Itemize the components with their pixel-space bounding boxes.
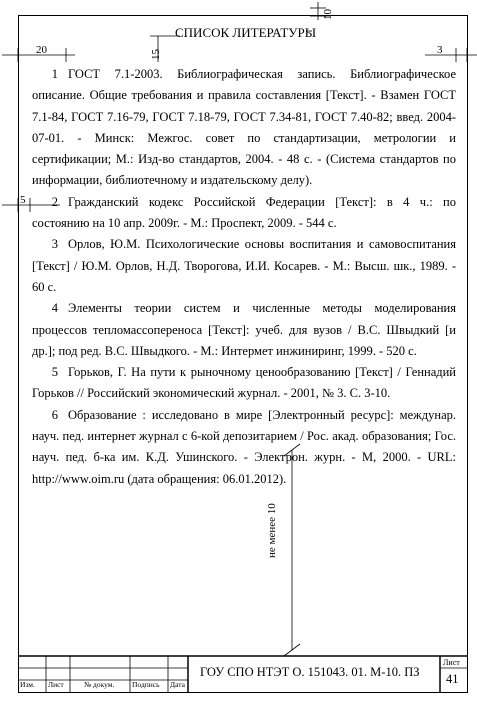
reference-item <box>32 362 456 405</box>
dim-indent: 5 <box>20 194 26 206</box>
sheet-label: Лист <box>443 658 460 667</box>
reference-item <box>32 234 456 298</box>
page-title: СПИСОК ЛИТЕРАТУРЫ <box>175 25 317 40</box>
reference-item <box>32 405 456 490</box>
dim-top-gap: 10 <box>322 9 334 20</box>
reference-list <box>32 64 456 490</box>
stamp-label-sheet: Лист <box>48 680 64 689</box>
reference-item <box>32 192 456 235</box>
dim-right-margin: 3 <box>437 44 443 56</box>
stamp-label-date: Дата <box>170 680 185 689</box>
reference-text: Образование : исследовано в мире [Электронный ресурс]: междунар. науч. пед. интернет журнал с 6-кой депозитарием / Рос. акад. образования; Гос. науч. пед. б-ка им. К.Д. Ушинского. - Электрон. журн. - М, 2000. - URL: http://www.oim.ru (дата обращения: 06.01.2012). <box>32 407 456 486</box>
reference-number: 5 <box>51 365 58 380</box>
reference-text: Гражданский кодекс Российской Федерации [Текст]: в 4 ч.: по состоянию на 10 апр. 2009г. - М.: Проспект, 2009. - 544 с. <box>32 194 456 231</box>
reference-text: ГОСТ 7.1-2003. Библиографическая запись. Библиографическое описание. Общие требования и правила составления [Текст]. - Взамен ГОСТ 7.1-84, ГОСТ 7.16-79, ГОСТ 7.18-79, ГОСТ 7.34-81, ГОСТ 7.40-82; введ. 2004-07-01. - Минск: Межгос. совет по стандартизации, метрологии и сертификации; М.: Изд-во стандартов, 2004. - 48 с. - (Система стандартов по информации, библиотечному и издательскому делу). <box>32 67 456 188</box>
reference-number: 2 <box>51 194 58 209</box>
reference-number: 4 <box>51 301 58 316</box>
reference-text: Элементы теории систем и численные методы моделирования процессов тепломассопереноса [Текст]: учеб. для вузов / В.С. Швыдкий [и др.]; под ред. В.С. Швыдкого. - М.: Интермет инжиниринг, 1999. - 520 с. <box>32 301 456 358</box>
dim-left-margin: 20 <box>36 44 47 56</box>
reference-item <box>32 64 456 192</box>
stamp-label-signature: Подпись <box>132 680 160 689</box>
dim-bottom-gap: не менее 10 <box>266 503 278 558</box>
reference-number: 6 <box>51 407 58 422</box>
document-code: ГОУ СПО НТЭТ О. 151043. 01. М-10. ПЗ <box>200 665 420 679</box>
sheet-number: 41 <box>446 672 459 686</box>
stamp-label-doc-number: № докум. <box>84 680 115 689</box>
reference-text: Орлов, Ю.М. Психологические основы воспитания и самовоспитания [Текст] / Ю.М. Орлов, Н.Д. Творогова, И.И. Косарев. - М.: Высш. шк., 1989. - 60 с. <box>32 237 456 294</box>
reference-number: 3 <box>51 237 58 252</box>
dim-title-gap: 15 <box>150 49 162 60</box>
reference-number: 1 <box>51 67 58 81</box>
stamp-label-change: Изм. <box>20 680 35 689</box>
reference-item <box>32 298 456 362</box>
reference-text: Горьков, Г. На пути к рыночному ценообразованию [Текст] / Геннадий Горьков // Российский экономический журнал. - 2001, № 3. С. 3-10. <box>32 365 456 401</box>
